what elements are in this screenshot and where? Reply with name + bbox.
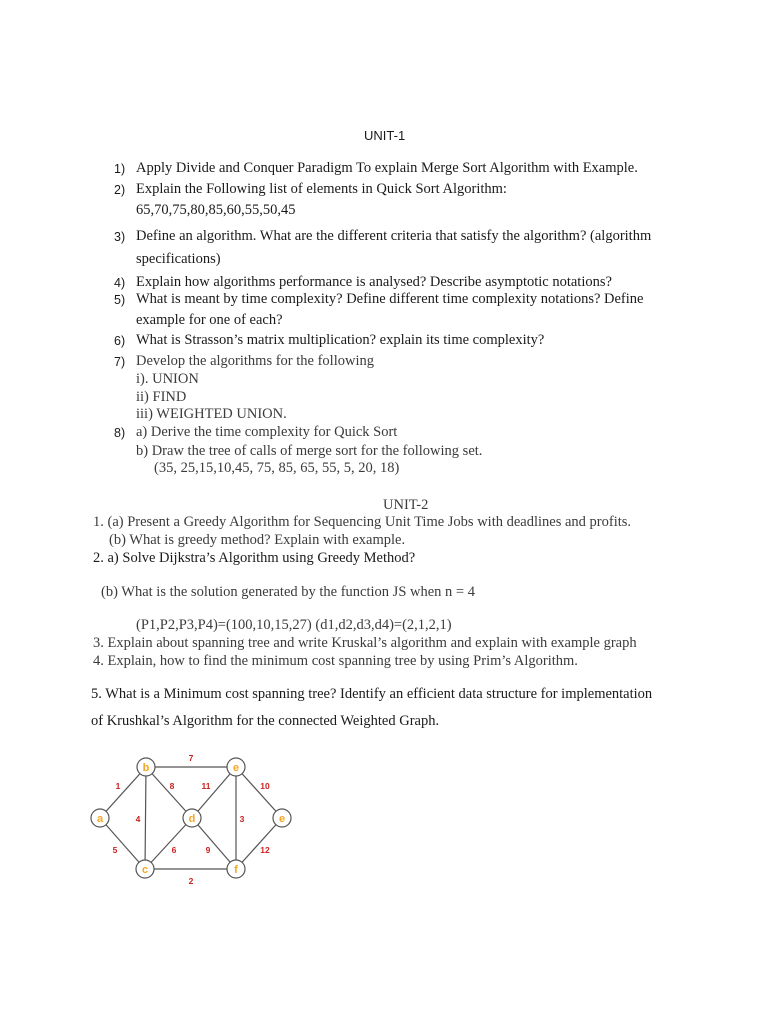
unit1-q7-number: 7) xyxy=(114,355,126,369)
unit1-q1-text: Apply Divide and Conquer Paradigm To explain Merge Sort Algorithm with Example. xyxy=(136,160,638,176)
edge-f-e2 xyxy=(236,818,282,869)
unit1-q4-number: 4) xyxy=(114,276,126,290)
unit1-q3-number: 3) xyxy=(114,230,126,244)
unit2-title: UNIT-2 xyxy=(383,497,429,513)
unit1-q8-text: a) Derive the time complexity for Quick Sort xyxy=(136,424,398,440)
edge-e-e2 xyxy=(236,767,282,818)
weight-e-e2: 10 xyxy=(260,781,270,791)
unit1-title: UNIT-1 xyxy=(364,128,406,143)
edge-d-f xyxy=(192,818,236,869)
unit1-q2-text: Explain the Following list of elements in Quick Sort Algorithm: xyxy=(136,181,507,197)
node-a-label: a xyxy=(96,813,104,825)
node-b-label: b xyxy=(142,762,150,774)
unit2-q5-text: 5. What is a Minimum cost spanning tree? Identify an efficient data structure for implementation xyxy=(91,686,653,702)
unit2-q5-text-line2: of Krushkal’s Algorithm for the connected Weighted Graph. xyxy=(91,713,440,729)
node-e2-label: e xyxy=(278,813,286,825)
node-d-label: d xyxy=(188,813,196,825)
edge-a-c xyxy=(100,818,145,869)
unit1-q1-number: 1) xyxy=(114,162,126,176)
weight-b-c: 4 xyxy=(135,814,141,824)
unit1-q2-number: 2) xyxy=(114,183,126,197)
unit2-q2a-text: 2. a) Solve Dijkstra’s Algorithm using Greedy Method? xyxy=(93,550,416,566)
edge-c-d xyxy=(145,818,192,869)
unit2-q1b-text: (b) What is greedy method? Explain with example. xyxy=(109,532,406,548)
unit1-q5-number: 5) xyxy=(114,293,126,307)
unit2-q3-text: 3. Explain about spanning tree and write Kruskal’s algorithm and explain with example graph xyxy=(93,635,637,651)
unit2-q1a-text: 1. (a) Present a Greedy Algorithm for Sequencing Unit Time Jobs with deadlines and profits. xyxy=(93,514,632,530)
weight-a-b: 1 xyxy=(115,781,121,791)
weighted-graph-figure xyxy=(85,748,305,890)
edge-d-e xyxy=(192,767,236,818)
weight-a-c: 5 xyxy=(112,845,118,855)
node-f-label: f xyxy=(234,864,238,876)
unit1-q7-item-union: i). UNION xyxy=(136,371,199,387)
unit2-q4-text: 4. Explain, how to find the minimum cost spanning tree by using Prim’s Algorithm. xyxy=(93,653,578,669)
edge-b-c xyxy=(145,767,146,869)
weight-e-f: 3 xyxy=(239,814,245,824)
weight-b-e: 7 xyxy=(188,753,194,763)
unit1-q5-text: What is meant by time complexity? Define different time complexity notations? Define xyxy=(136,291,644,307)
unit1-q7-item-find: ii) FIND xyxy=(136,389,187,405)
weight-b-d: 8 xyxy=(169,781,175,791)
unit1-q6-text: What is Strasson’s matrix multiplication? explain its time complexity? xyxy=(136,332,545,348)
unit1-q8-number: 8) xyxy=(114,426,126,440)
unit1-q4-text: Explain how algorithms performance is analysed? Describe asymptotic notations? xyxy=(136,274,612,290)
unit1-q6-number: 6) xyxy=(114,334,126,348)
node-c-label: c xyxy=(141,864,149,876)
edge-b-d xyxy=(146,767,192,818)
weight-f-e2: 12 xyxy=(260,845,270,855)
weight-c-d: 6 xyxy=(171,845,177,855)
unit1-q5-text-line2: example for one of each? xyxy=(136,312,283,328)
unit2-q2b-values: (P1,P2,P3,P4)=(100,10,15,27) (d1,d2,d3,d4)=(2,1,2,1) xyxy=(136,617,452,633)
weight-c-f: 2 xyxy=(188,876,194,886)
unit1-q8-text-line2: b) Draw the tree of calls of merge sort for the following set. xyxy=(136,443,483,459)
weight-d-e: 11 xyxy=(201,781,211,791)
unit1-q7-text: Develop the algorithms for the following xyxy=(136,353,374,369)
unit1-q2-text-line2: 65,70,75,80,85,60,55,50,45 xyxy=(136,202,296,218)
unit1-q3-text-line2: specifications) xyxy=(136,251,221,267)
unit1-q8-set: (35, 25,15,10,45, 75, 85, 65, 55, 5, 20, 18) xyxy=(154,460,400,476)
unit1-q3-text: Define an algorithm. What are the different criteria that satisfy the algorithm? (algorithm xyxy=(136,228,652,244)
unit2-q2b-text: (b) What is the solution generated by the function JS when n = 4 xyxy=(101,584,475,600)
unit1-q7-item-weighted-union: iii) WEIGHTED UNION. xyxy=(136,406,287,422)
edge-a-b xyxy=(100,767,146,818)
node-e-label: e xyxy=(232,762,240,774)
weight-d-f: 9 xyxy=(205,845,211,855)
